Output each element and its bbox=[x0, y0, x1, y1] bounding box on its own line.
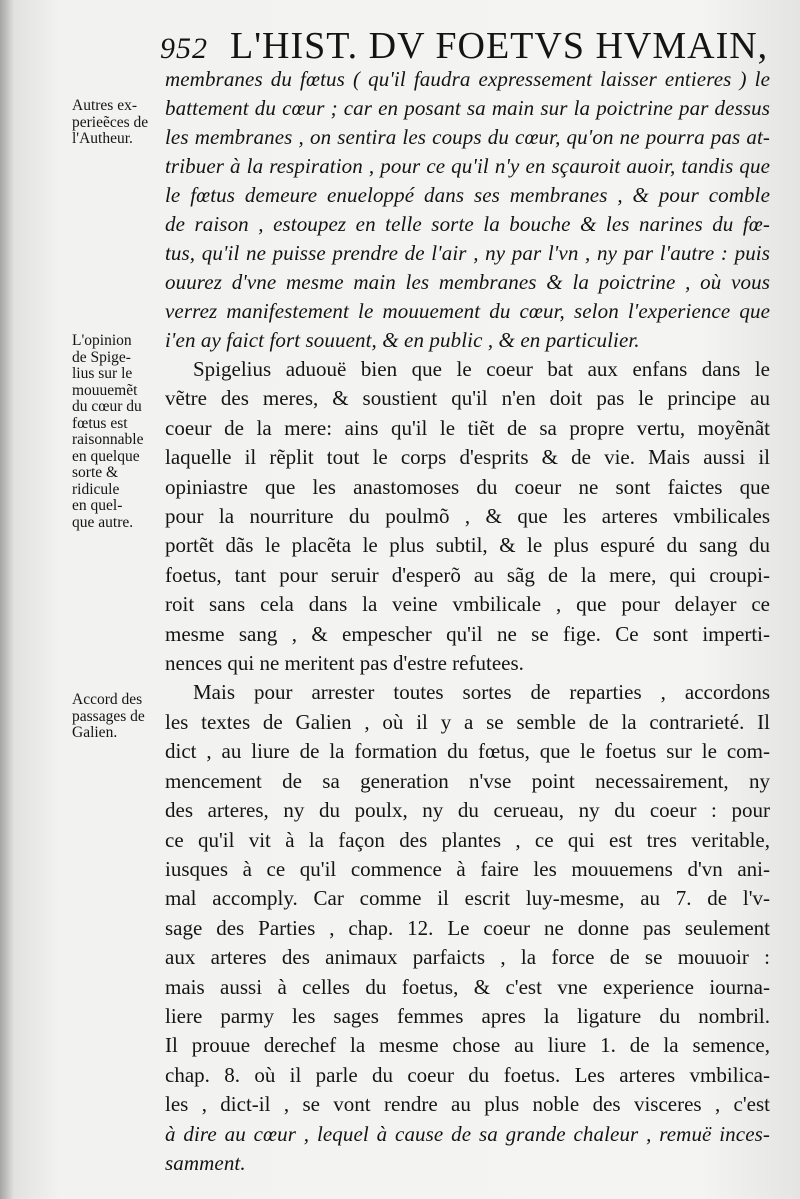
margin-note-line: passages de bbox=[72, 707, 145, 725]
text-line: dict , au liure de la formation du fœtus, que le foetus sur le com- bbox=[165, 739, 770, 764]
text-line: mais aussi à celles du foetus, & c'est vne experience iourna- bbox=[165, 974, 770, 999]
text-line: membranes du fœtus ( qu'il faudra expressement laisser entieres ) le bbox=[165, 67, 770, 91]
text-line: mencement de sa generation n'vse point necessairement, ny bbox=[165, 768, 770, 793]
text-line: vẽtre des meres, & soustient qu'il n'en doit pas le principe au bbox=[165, 386, 770, 411]
text-line: portẽt dãs le placẽta le plus subtil, & le plus espuré du sang du bbox=[165, 533, 770, 558]
text-line: laquelle il rẽplit tout le corps d'esprits & de vie. Mais aussi il bbox=[165, 445, 770, 470]
text-line: battement du cœur ; car en posant sa main sur la poictrine par dessus bbox=[165, 96, 770, 120]
page-number: 952 bbox=[160, 32, 208, 65]
main-text bbox=[165, 65, 770, 1178]
text-line: i'en ay faict fort souuent, & en public , & en particulier. bbox=[165, 328, 640, 352]
text-line: tribuer à la respiration , pour ce qu'il n'y en sçauroit auoir, tandis que bbox=[165, 154, 770, 178]
text-line: des arteres, ny du poulx, ny du cerueau, ny du coeur : pour bbox=[165, 798, 770, 823]
text-line: aux arteres des animaux parfaicts , la force de se mouuoir : bbox=[165, 945, 770, 970]
margin-note-line: Accord des bbox=[72, 691, 143, 708]
text-line: tus, qu'il ne puisse prendre de l'air , ny par l'vn , ny par l'autre : puis bbox=[165, 241, 770, 265]
text-line: foetus, tant pour seruir d'esperõ au sãg de la mere, qui croupi- bbox=[165, 562, 770, 587]
text-line: Mais pour arrester toutes sortes de reparties , accordons bbox=[193, 680, 770, 705]
text-line: ce qu'il vit à la façon des plantes , ce qui est tres veritable, bbox=[165, 827, 770, 852]
text-line: Il prouue derechef la mesme chose au liure 1. de la semence, bbox=[165, 1033, 770, 1058]
margin-note-line: que autre. bbox=[72, 513, 134, 531]
margin-note-line: raisonnable bbox=[72, 431, 144, 448]
text-line: nences qui ne meritent pas d'estre refutees. bbox=[165, 651, 524, 676]
text-line: pour la nourriture du poulmõ , & que les arteres vmbilicales bbox=[165, 504, 770, 529]
paragraph bbox=[165, 355, 770, 678]
text-line: iusques à ce qu'il commence à faire les mouuemens d'vn ani- bbox=[165, 856, 770, 881]
text-line: les , dict-il , se vont rendre au plus noble des visceres , c'est bbox=[165, 1092, 770, 1117]
text-line: les membranes , on sentira les coups du cœur, qu'on ne pourra pas at- bbox=[165, 125, 770, 149]
text-line: opiniastre que les anastomoses du coeur ne sont faictes que bbox=[165, 474, 770, 499]
text-line: roit sans cela dans la veine vmbilicale , que pour delayer ce bbox=[165, 592, 770, 617]
paragraph bbox=[165, 678, 770, 1177]
margin-note-line: lius sur le bbox=[72, 365, 133, 382]
text-line: mesme sang , & empescher qu'il ne se fige. Ce sont imperti- bbox=[165, 621, 770, 646]
text-line: mal accomply. Car comme il escrit luy-mesme, au 7. de l'v- bbox=[165, 886, 770, 911]
margin-note-line: en quelque bbox=[72, 447, 140, 465]
margin-note-line: de Spige- bbox=[72, 348, 131, 366]
margin-note-spigelius bbox=[72, 333, 168, 531]
text-line: sage des Parties , chap. 12. Le coeur ne donne pas seulement bbox=[165, 915, 770, 940]
text-line: à dire au cœur , lequel à cause de sa grande chaleur , remuë inces- bbox=[165, 1121, 770, 1146]
margin-note-line: en quel- bbox=[72, 497, 123, 514]
margin-note-line: fœtus est bbox=[72, 414, 128, 432]
text-line: verrez manifestement le mouuement du cœur, selon l'experience que bbox=[165, 299, 770, 323]
text-line: de raison , estoupez en telle sorte la bouche & les narines du fœ- bbox=[165, 212, 770, 236]
margin-note-line: Autres ex- bbox=[72, 97, 137, 114]
margin-note-line: Galien. bbox=[72, 724, 118, 741]
gutter-shadow bbox=[0, 0, 14, 1199]
text-line: ouurez d'vne mesme main les membranes & la poictrine , où vous bbox=[165, 270, 770, 294]
text-line: coeur de la mere: ains qu'il le tiẽt de sa propre vertu, moyẽnãt bbox=[165, 415, 770, 440]
text-line: chap. 8. où il parle du coeur du foetus. Les arteres vmbilica- bbox=[165, 1062, 770, 1087]
margin-note-line: perieẽces de bbox=[72, 113, 149, 131]
margin-note-galien bbox=[72, 692, 168, 742]
margin-note-line: L'opinion bbox=[72, 332, 132, 349]
margin-note-line: mouuemẽt bbox=[72, 381, 138, 399]
text-line: samment. bbox=[165, 1150, 246, 1175]
text-line: liere parmy les sages femmes apres la ligature du nombril. bbox=[165, 1003, 770, 1028]
running-title: L'HIST. DV FOETVS HVMAIN, bbox=[230, 25, 769, 67]
margin-note-line: sorte & bbox=[72, 464, 119, 481]
margin-note-experiences bbox=[72, 98, 168, 148]
margin-note-line: l'Autheur. bbox=[72, 130, 133, 147]
paragraph bbox=[165, 65, 770, 355]
margin-note-line: ridicule bbox=[72, 480, 120, 498]
text-line: Spigelius aduouë bien que le coeur bat aux enfans dans le bbox=[193, 357, 770, 381]
margin-note-line: du cœur du bbox=[72, 398, 142, 415]
text-line: les textes de Galien , où il y a se semble de la contrarieté. Il bbox=[165, 709, 770, 734]
text-line: le fœtus demeure enueloppé dans ses membranes , & pour comble bbox=[165, 183, 770, 207]
